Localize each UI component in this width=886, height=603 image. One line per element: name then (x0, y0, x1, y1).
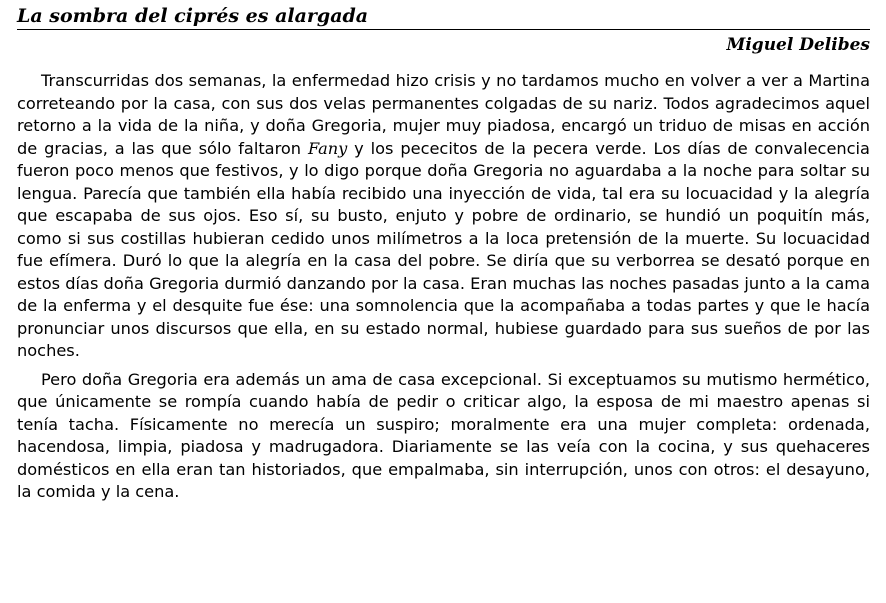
paragraph-2: Pero doña Gregoria era además un ama de casa excepcional. Si exceptuamos su mutismo hermético, que únicamente se rompía cuando había de pedir o criticar algo, la esposa de mi maestro apenas si tenía tacha. Físicamente no merecía un suspiro; moralmente era una mujer completa: ordenada, hacendosa, limpia, piadosa y madrugadora. Diariamente se las veía con la cocina, y sus quehaceres domésticos en ella eran tan historiados, que empalmaba, sin interrupción, unos con otros: el desayuno, la comida y la cena. (17, 369, 870, 501)
paragraph-1-text-after: y los pececitos de la pecera verde. Los días de convalecencia fueron poco menos que festivos, y lo digo porque doña Gregoria no aguardaba a la noche para soltar su lengua. Parecía que también ella había recibido una inyección de vida, tal era su locuacidad y la alegría que escapaba de sus ojos. Eso sí, su busto, enjuto y pobre de ordinario, se hundió un poquitín más, como si sus costillas hubieran cedido unos milímetros a la loca pretensión de la muerte. Su locuacidad fue efímera. Duró lo que la alegría en la casa del pobre. Se diría que su verborrea se desató porque en estos días doña Gregoria durmió danzando por la casa. Eran muchas las noches pasadas junto a la cama de la enferma y el desquite fue ése: una somnolencia que la acompañaba a todas partes y que le hacía pronunciar unos discursos que ella, en su estado normal, hubiese guardado para sus sueños de por las noches. (17, 138, 870, 360)
document-title: La sombra del ciprés es alargada (17, 5, 369, 27)
paragraph-1 (17, 70, 870, 363)
document-page (17, 4, 870, 504)
paragraph-1-text-before: Transcurridas dos semanas, la enfermedad hizo crisis y no tardamos mucho en volver a ver a Martina correteando por la casa, con sus dos velas permanentes colgadas de su nariz. Todos agradecimos aquel retorno a la vida de la niña, y doña Gregoria, mujer muy piadosa, encargó un triduo de misas en acción de gracias, a las que sólo faltaron (17, 71, 870, 158)
title-rule (17, 29, 870, 30)
emphasized-name: Fany (307, 138, 348, 158)
document-author: Miguel Delibes (726, 35, 870, 55)
